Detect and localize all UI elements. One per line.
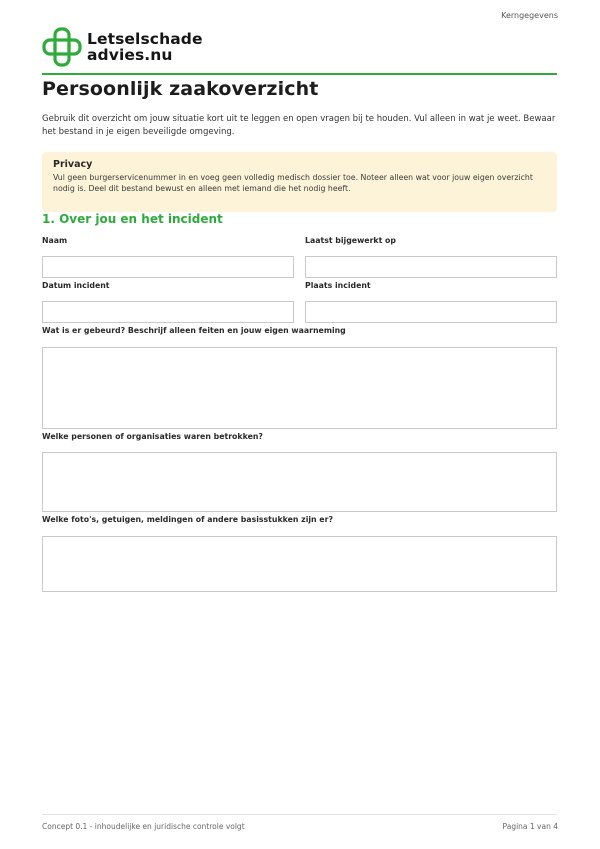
header-divider [42, 73, 557, 75]
section-label: Kerngegevens [501, 11, 558, 20]
page-number: Pagina 1 van 4 [502, 822, 558, 831]
footer-version-note: Concept 0.1 - inhoudelijke en juridische controle volgt [42, 822, 245, 831]
laatst-bijgewerkt-label: Laatst bijgewerkt op [305, 236, 396, 245]
green-cross-knot-logo-icon [42, 27, 82, 67]
page-title: Persoonlijk zaakoverzicht [42, 78, 319, 100]
laatst-bijgewerkt-input[interactable] [305, 256, 557, 278]
basisstukken-textarea[interactable] [42, 536, 557, 592]
betrokkenen-textarea[interactable] [42, 452, 557, 512]
wat-gebeurd-label: Wat is er gebeurd? Beschrijf alleen feiten en jouw eigen waarneming [42, 326, 346, 335]
naam-input[interactable] [42, 256, 294, 278]
basisstukken-label: Welke foto's, getuigen, meldingen of andere basisstukken zijn er? [42, 515, 333, 524]
privacy-title: Privacy [53, 159, 93, 170]
plaats-incident-label: Plaats incident [305, 281, 371, 290]
brand-name-line2: advies.nu [87, 46, 173, 64]
privacy-text: Vul geen burgerservicenummer in en voeg geen volledig medisch dossier toe. Noteer alleen wat voor jouw eigen overzicht nodig is. Deel dit bestand bewust en alleen met iemand die het nodig heeft. [53, 173, 533, 193]
datum-incident-label: Datum incident [42, 281, 110, 290]
brand-name-line1: Letselschade [87, 30, 203, 48]
brand-name [87, 31, 203, 63]
naam-label: Naam [42, 236, 68, 245]
plaats-incident-input[interactable] [305, 301, 557, 323]
intro-text: Gebruik dit overzicht om jouw situatie kort uit te leggen en open vragen bij te houden. Vul alleen in wat je weet. Bewaar het bestand in je eigen beveiligde omgeving. [42, 114, 556, 137]
datum-incident-input[interactable] [42, 301, 294, 323]
wat-gebeurd-textarea[interactable] [42, 347, 557, 429]
privacy-notice [42, 152, 557, 212]
footer-divider [42, 814, 557, 815]
section-heading-1: 1. Over jou en het incident [42, 212, 223, 226]
betrokkenen-label: Welke personen of organisaties waren betrokken? [42, 432, 263, 441]
brand-logo[interactable] [42, 27, 203, 67]
